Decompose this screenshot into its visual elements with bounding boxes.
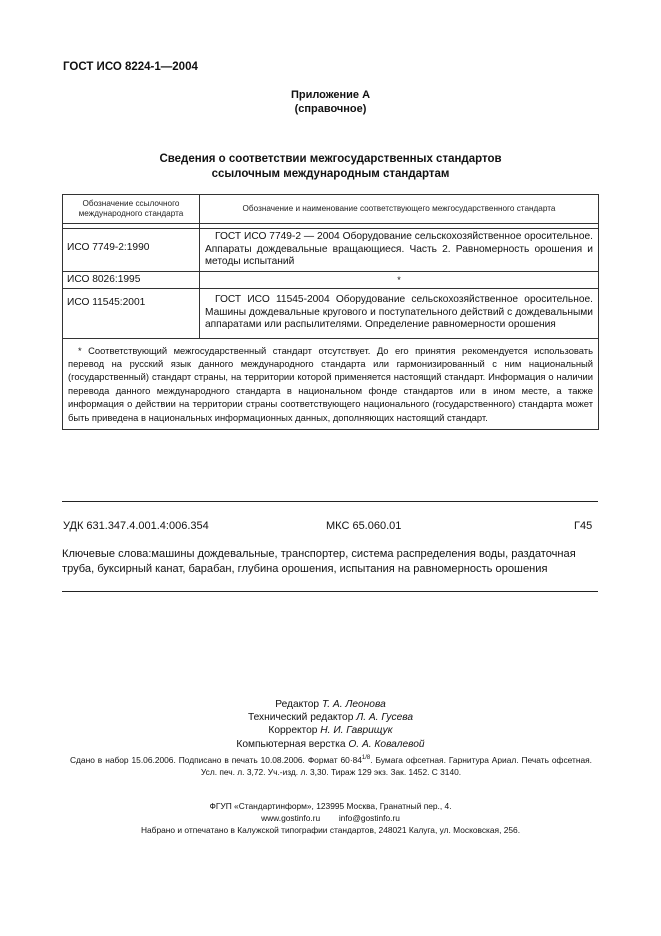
- interstate-standard-cell: [200, 229, 599, 272]
- annex-heading: [0, 88, 661, 116]
- table-title-line-2: ссылочным международным стандартам: [211, 168, 450, 180]
- interstate-standard-text: ГОСТ ИСО 7749-2 — 2004 Оборудование сельскохозяйственное оросительное. Аппараты дождевальные вращающиеся. Часть 2. Равномерность орошения и методы испытаний: [205, 231, 593, 267]
- printing-house: Набрано и отпечатано в Калужской типографии стандартов, 248021 Калуга, ул. Московская, 256.: [140, 825, 521, 835]
- top-divider: [62, 501, 598, 502]
- udk-code: УДК 631.347.4.001.4:006.354: [63, 520, 209, 532]
- publisher-address: ФГУП «Стандартинформ», 123995 Москва, Гранатный пер., 4.: [209, 801, 452, 811]
- footnote-row: [63, 338, 599, 429]
- header-col1-line2: международного стандарта: [78, 209, 184, 218]
- tech-editor-role: Технический редактор: [247, 712, 354, 724]
- reference-standard-cell: ИСО 7749-2:1990: [63, 229, 200, 272]
- interstate-standard-cell: [200, 289, 599, 339]
- bottom-divider: [62, 591, 598, 592]
- standards-correspondence-table: [62, 194, 599, 430]
- corrector-name: Н. И. Гаврищук: [320, 725, 393, 737]
- table-row: [63, 229, 599, 272]
- table-title: [0, 152, 661, 182]
- table-header-row: [63, 195, 599, 224]
- annex-subtitle: (справочное): [294, 103, 367, 115]
- corrector-line: [0, 724, 661, 737]
- publisher-contacts: [0, 812, 661, 824]
- table-title-line-1: Сведения о соответствии межгосударственных стандартов: [159, 153, 502, 165]
- group-code: Г45: [574, 520, 593, 532]
- publisher-website: www.gostinfo.ru: [261, 813, 321, 823]
- publisher-info: [0, 800, 661, 836]
- annex-title: Приложение А: [290, 89, 371, 101]
- header-col1-line1: Обозначение ссылочного: [82, 198, 180, 208]
- interstate-standard-text: ГОСТ ИСО 11545-2004 Оборудование сельскохозяйственное оросительное. Машины дождевальные кругового и поступательного действий с дождевальными аппаратами или распылителями. Определение равномерности орошения: [205, 294, 593, 330]
- corrector-role: Корректор: [268, 725, 318, 737]
- print-info-part1: Сдано в набор 15.06.2006. Подписано в печать 10.08.2006. Формат 60·84: [70, 754, 362, 765]
- document-code: ГОСТ ИСО 8224-1—2004: [63, 61, 198, 73]
- interstate-standard-cell: *: [200, 271, 599, 289]
- editor-name: Т. А. Леонова: [321, 699, 386, 710]
- keywords-label: Ключевые слова:: [62, 548, 152, 560]
- format-fraction: 1/8: [361, 755, 371, 761]
- keywords: [62, 547, 598, 577]
- reference-standard-cell: ИСО 11545:2001: [63, 289, 200, 339]
- editorial-credits: [0, 698, 661, 751]
- table-footnote-text: * Соответствующий межгосударственный стандарт отсутствует. До его принятия рекомендуется использовать перевод на русский язык данного международного стандарта или гармонизированный с ним национальный (государственный) стандарт страны, на территории которой применяется настоящий стандарт. Информация о наличии перевода данного международного стандарта в национальном фонде стандартов или в ином месте, а также информация о действии на территории страны соответствующего национального (государственного) стандарта может быть приведена в национальных информационных данных, дополняющих настоящий стандарт.: [68, 344, 593, 423]
- table-row: [63, 271, 599, 289]
- keywords-text: машины дождевальные, транспортер, система распределения воды, раздаточная труба, буксирный канат, барабан, глубина орошения, испытания на равномерность орошения: [62, 548, 576, 575]
- layout-role: Компьютерная верстка: [236, 738, 346, 750]
- reference-standard-cell: ИСО 8026:1995: [63, 271, 200, 289]
- table-row: [63, 289, 599, 339]
- table-footnote: [63, 338, 599, 429]
- header-interstate-standard: Обозначение и наименование соответствующего межгосударственного стандарта: [200, 195, 599, 224]
- tech-editor-name: Л. А. Гусева: [356, 712, 414, 724]
- layout-line: [0, 738, 661, 751]
- tech-editor-line: [0, 711, 661, 724]
- print-info-part2: . Бумага офсетная. Гарнитура Ариал. Печать офсетная. Усл. печ. л. 3,72. Уч.-изд. л. 3,30. Тираж 129 экз. Зак. 1452. С 3140.: [200, 754, 592, 777]
- header-reference-standard: [63, 195, 200, 224]
- layout-name: О. А. Ковалевой: [348, 738, 425, 750]
- editor-line: [0, 698, 661, 711]
- mks-code: МКС 65.060.01: [326, 520, 402, 532]
- print-information: [70, 752, 592, 778]
- publisher-email: info@gostinfo.ru: [338, 813, 400, 823]
- editor-role: Редактор: [275, 699, 320, 710]
